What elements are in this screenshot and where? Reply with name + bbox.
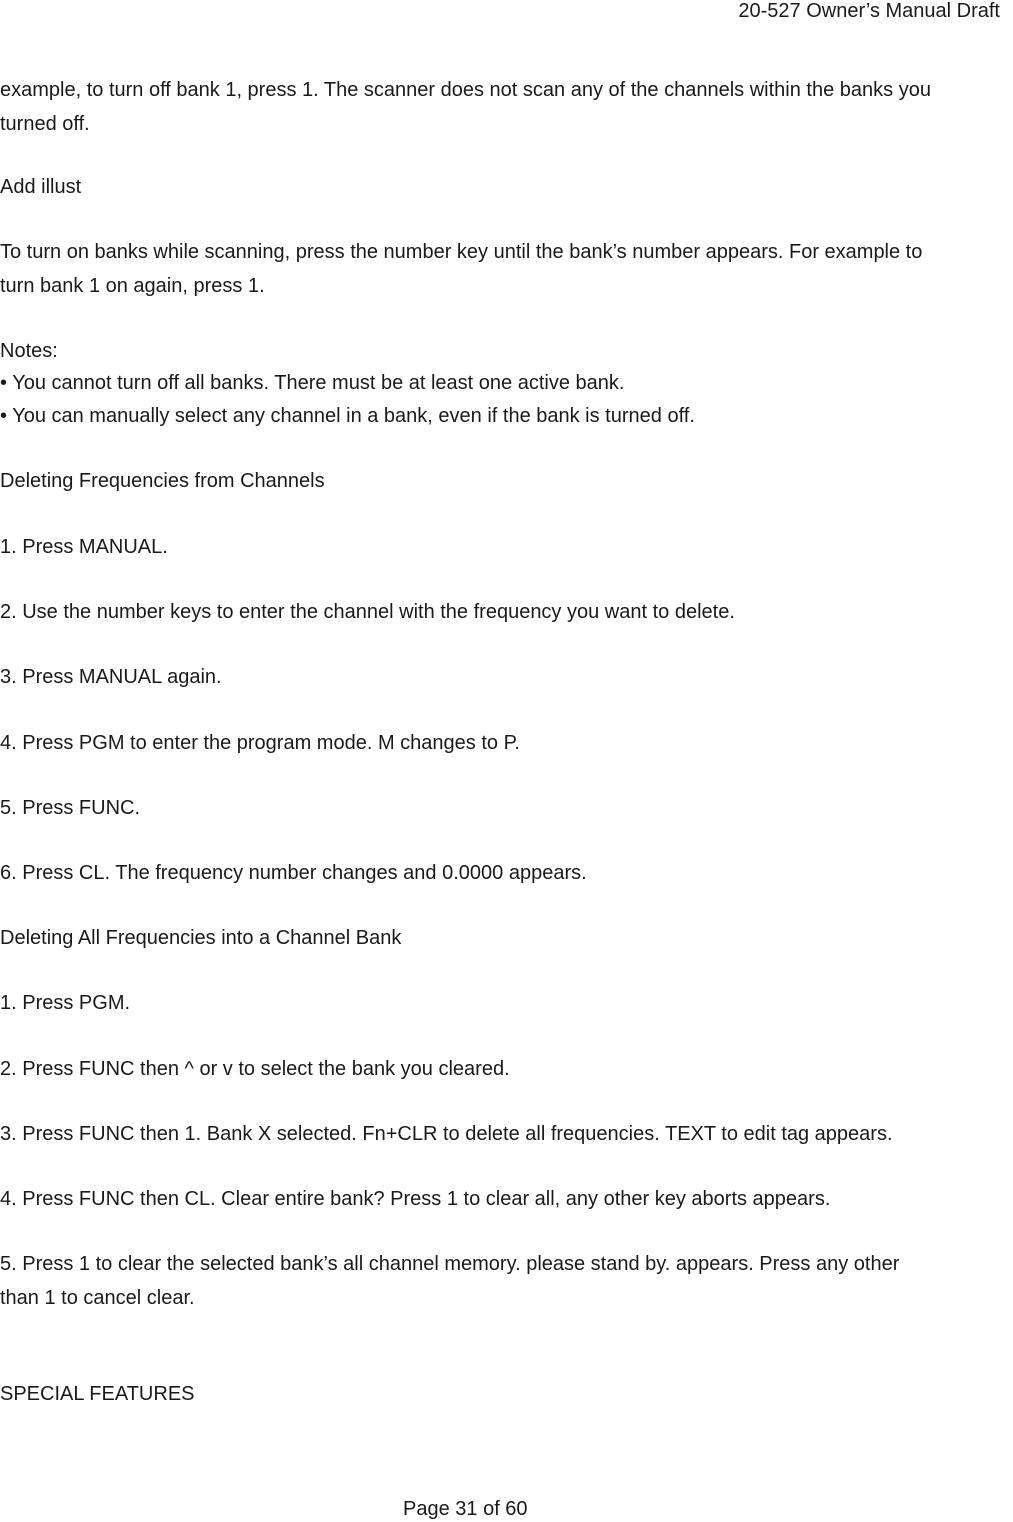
step-item-continuation: than 1 to cancel clear. [0,1287,195,1309]
paragraph-line: turn bank 1 on again, press 1. [0,275,265,297]
step-item: 4. Press PGM to enter the program mode. M changes to P. [0,732,520,754]
step-item: 3. Press MANUAL again. [0,666,222,688]
special-features-heading: SPECIAL FEATURES [0,1383,195,1405]
step-item: 1. Press MANUAL. [0,536,168,558]
section-heading: Deleting All Frequencies into a Channel Bank [0,927,402,949]
note-item: • You cannot turn off all banks. There must be at least one active bank. [0,372,625,394]
step-item: 5. Press 1 to clear the selected bank’s all channel memory. please stand by. appears. Press any other [0,1253,900,1275]
step-item: 5. Press FUNC. [0,797,141,819]
page-header-title: 20-527 Owner’s Manual Draft [738,0,1000,22]
illustration-placeholder-note: Add illust [0,176,82,198]
paragraph-line: To turn on banks while scanning, press the number key until the bank’s number appears. For example to [0,241,923,263]
step-item: 3. Press FUNC then 1. Bank X selected. Fn+CLR to delete all frequencies. TEXT to edit tag appears. [0,1123,893,1145]
paragraph-line: example, to turn off bank 1, press 1. The scanner does not scan any of the channels within the banks you [0,79,931,101]
section-heading: Deleting Frequencies from Channels [0,470,325,492]
step-item: 1. Press PGM. [0,992,131,1014]
page-number: Page 31 of 60 [403,1498,528,1520]
notes-heading: Notes: [0,340,58,362]
step-item: 2. Use the number keys to enter the channel with the frequency you want to delete. [0,601,735,623]
note-item: • You can manually select any channel in a bank, even if the bank is turned off. [0,405,695,427]
step-item: 6. Press CL. The frequency number changes and 0.0000 appears. [0,862,587,884]
paragraph-line: turned off. [0,113,90,135]
step-item: 4. Press FUNC then CL. Clear entire bank? Press 1 to clear all, any other key aborts appears. [0,1188,831,1210]
step-item: 2. Press FUNC then ^ or v to select the bank you cleared. [0,1058,510,1080]
